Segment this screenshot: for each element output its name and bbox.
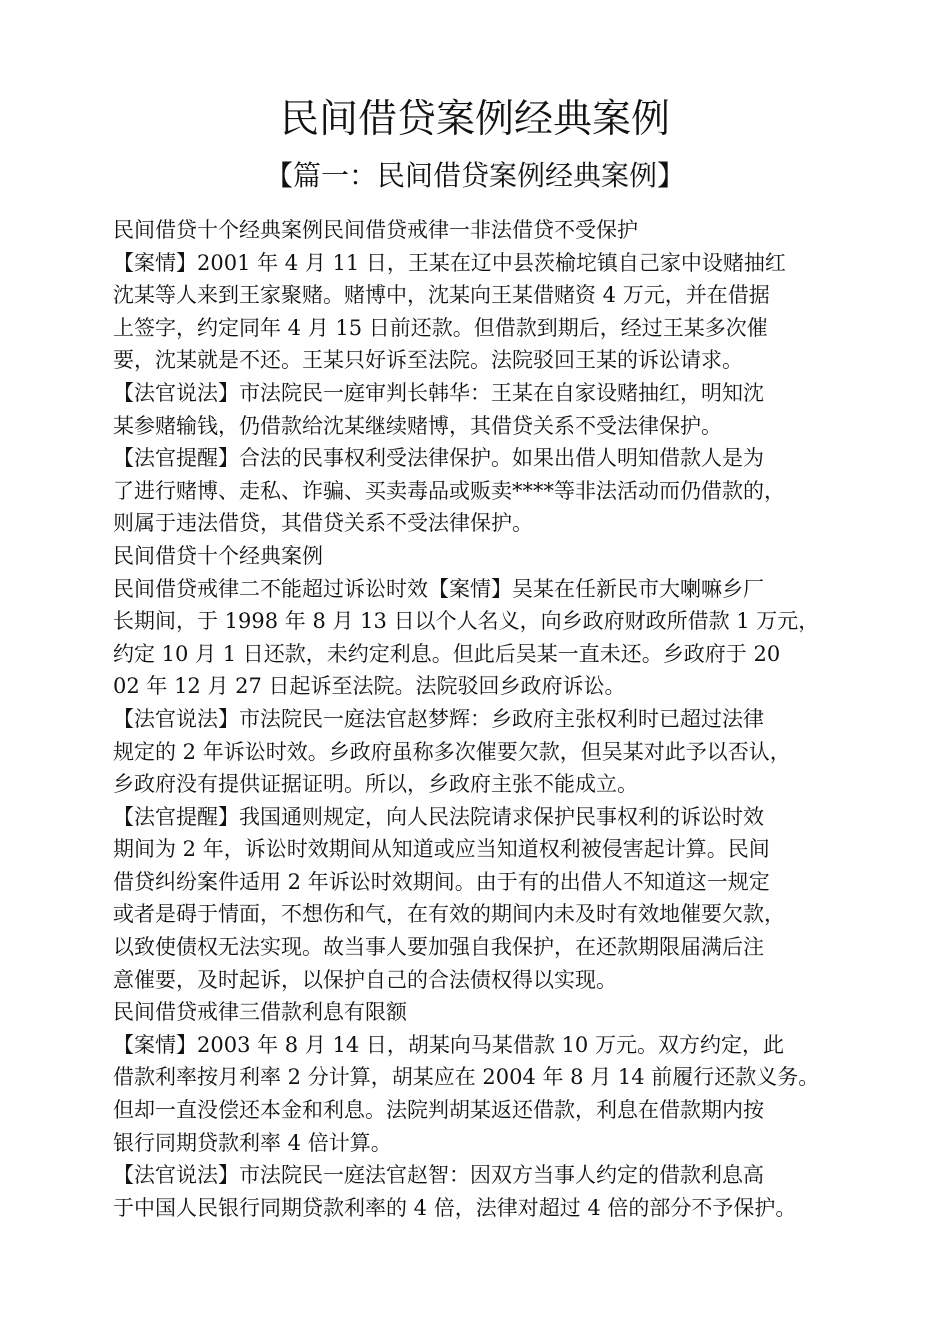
document-title: 民间借贷案例经典案例 <box>279 97 670 142</box>
text-line: 民间借贷戒律三借款利息有限额 <box>113 1000 407 1025</box>
text-line: 某参赌输钱，仍借款给沈某继续赌博，其借贷关系不受法律保护。 <box>113 413 722 438</box>
text-line: 【法官说法】市法院民一庭审判长韩华：王某在自家设赌抽红，明知沈 <box>113 380 764 405</box>
text-line: 约定 10 月 1 日还款，未约定利息。但此后吴某一直未还。乡政府于 20 <box>113 641 781 666</box>
text-line: 要，沈某就是不还。王某只好诉至法院。法院驳回王某的诉讼请求。 <box>113 348 743 373</box>
text-line: 【法官说法】市法院民一庭法官赵智：因双方当事人约定的借款利息高 <box>113 1163 764 1188</box>
text-line: 了进行赌博、走私、诈骗、买卖毒品或贩卖****等非法活动而仍借款的， <box>113 478 785 503</box>
text-line: 或者是碍于情面，不想伤和气，在有效的期间内未及时有效地催要欠款， <box>113 902 785 927</box>
text-line: 于中国人民银行同期贷款利率的 4 倍，法律对超过 4 倍的部分不予保护。 <box>113 1195 797 1220</box>
text-line: 民间借贷十个经典案例民间借贷戒律一非法借贷不受保护 <box>113 218 638 242</box>
text-line: 乡政府没有提供证据证明。所以，乡政府主张不能成立。 <box>113 772 638 797</box>
text-line: 意催要，及时起诉，以保护自己的合法债权得以实现。 <box>113 967 617 992</box>
text-line: 上签字，约定同年 4 月 15 日前还款。但借款到期后，经过王某多次催 <box>113 315 768 340</box>
text-line: 【案情】2003 年 8 月 14 日，胡某向马某借款 10 万元。双方约定，此 <box>113 1032 784 1057</box>
text-line: 沈某等人来到王家聚赌。赌博中，沈某向王某借赌资 4 万元，并在借据 <box>113 283 770 308</box>
text-line: 规定的 2 年诉讼时效。乡政府虽称多次催要欠款，但吴某对此予以否认， <box>113 739 791 764</box>
text-line: 【法官提醒】我国通则规定，向人民法院请求保护民事权利的诉讼时效 <box>113 804 764 829</box>
document-body <box>113 214 853 1224</box>
text-line: 长期间，于 1998 年 8 月 13 日以个人名义，向乡政府财政所借款 1 万元， <box>113 609 820 634</box>
text-line: 【法官说法】市法院民一庭法官赵梦辉：乡政府主张权利时已超过法律 <box>113 706 764 731</box>
section-heading: 【篇一：民间借贷案例经典案例】 <box>264 159 685 192</box>
text-line: 民间借贷十个经典案例 <box>113 543 323 568</box>
text-line: 以致使债权无法实现。故当事人要加强自我保护，在还款期限届满后注 <box>113 935 764 960</box>
text-line: 民间借贷戒律二不能超过诉讼时效【案情】吴某在任新民市大喇嘛乡厂 <box>113 576 764 601</box>
text-line: 则属于违法借贷，其借贷关系不受法律保护。 <box>113 511 533 536</box>
text-line: 借贷纠纷案件适用 2 年诉讼时效期间。由于有的出借人不知道这一规定 <box>113 869 770 894</box>
text-line: 但却一直没偿还本金和利息。法院判胡某返还借款，利息在借款期内按 <box>113 1098 764 1123</box>
text-line: 借款利率按月利率 2 分计算，胡某应在 2004 年 8 月 14 前履行还款义务。 <box>113 1065 820 1090</box>
text-line: 期间为 2 年，诉讼时效期间从知道或应当知道权利被侵害起计算。民间 <box>113 837 770 862</box>
text-line: 银行同期贷款利率 4 倍计算。 <box>113 1130 392 1155</box>
text-line: 02 年 12 月 27 日起诉至法院。法院驳回乡政府诉讼。 <box>113 674 626 699</box>
text-line: 【法官提醒】合法的民事权利受法律保护。如果出借人明知借款人是为 <box>113 446 764 471</box>
text-line: 【案情】2001 年 4 月 11 日，王某在辽中县茨榆坨镇自己家中设赌抽红 <box>113 250 786 275</box>
